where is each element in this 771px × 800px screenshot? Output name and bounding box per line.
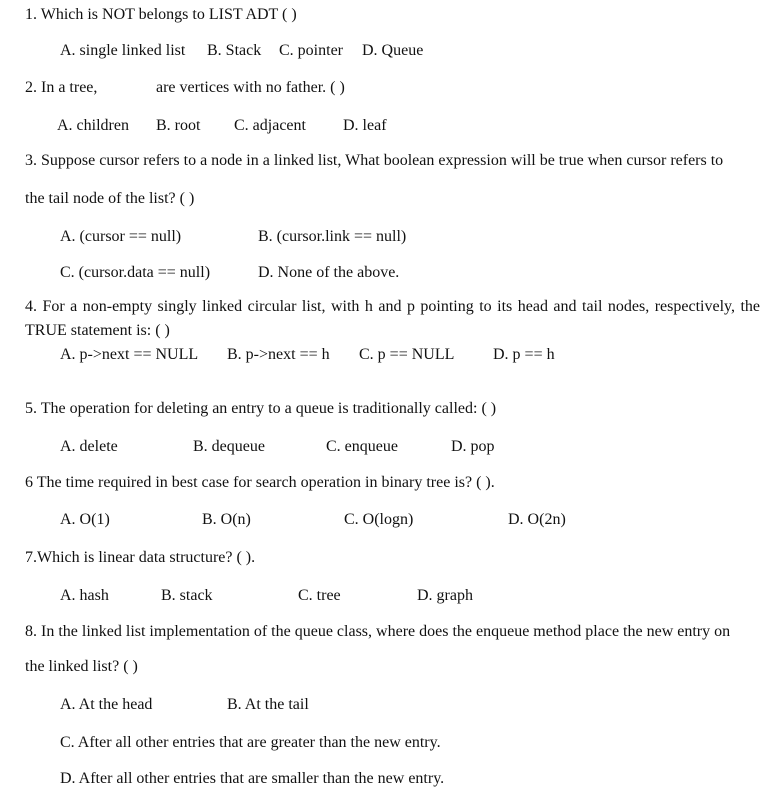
question-4-stem: 4. For a non-empty singly linked circular list, with h and p pointing to its head and tail nodes, respectively, the TRUE statement is: ( ) <box>25 298 760 339</box>
question-7-option-d: D. graph <box>417 587 473 604</box>
question-5-option-c: C. enqueue <box>326 438 398 455</box>
question-2-stem-start: 2. In a tree, <box>25 79 98 96</box>
question-1-option-b: B. Stack <box>207 42 262 59</box>
question-3-stem-line1: 3. Suppose cursor refers to a node in a linked list, What boolean expression will be true when cursor refers to <box>25 152 724 169</box>
question-8-option-c: C. After all other entries that are greater than the new entry. <box>60 734 441 751</box>
question-6-option-d: D. O(2n) <box>508 511 566 528</box>
question-8-stem-line1: 8. In the linked list implementation of the queue class, where does the enqueue method place the new entry on <box>25 623 731 640</box>
question-6-option-a: A. O(1) <box>60 511 110 528</box>
question-8-option-b: B. At the tail <box>227 696 309 713</box>
question-4-option-b: B. p->next == h <box>227 346 330 363</box>
question-6-stem: 6 The time required in best case for search operation in binary tree is? ( ). <box>25 474 495 491</box>
question-7-stem: 7.Which is linear data structure? ( ). <box>25 549 256 566</box>
question-2-option-a: A. children <box>57 117 129 134</box>
question-3-option-d: D. None of the above. <box>258 264 400 281</box>
question-2-option-d: D. leaf <box>343 117 387 134</box>
question-8-option-a: A. At the head <box>60 696 153 713</box>
question-5-option-b: B. dequeue <box>193 438 265 455</box>
question-4-option-a: A. p->next == NULL <box>60 346 199 363</box>
question-2-option-c: C. adjacent <box>234 117 306 134</box>
question-1-option-d: D. Queue <box>362 42 424 59</box>
question-5-option-a: A. delete <box>60 438 118 455</box>
question-4-option-d: D. p == h <box>493 346 555 363</box>
question-4-option-c: C. p == NULL <box>359 346 455 363</box>
question-5-stem: 5. The operation for deleting an entry to a queue is traditionally called: ( ) <box>25 400 497 417</box>
question-8-stem-line2: the linked list? ( ) <box>25 658 138 675</box>
question-5-option-d: D. pop <box>451 438 495 455</box>
question-3-option-b: B. (cursor.link == null) <box>258 228 407 245</box>
question-7-option-a: A. hash <box>60 587 109 604</box>
question-2-option-b: B. root <box>156 117 201 134</box>
question-3-stem-line2: the tail node of the list? ( ) <box>25 190 195 207</box>
question-3-option-a: A. (cursor == null) <box>60 228 182 245</box>
question-8-option-d: D. After all other entries that are smaller than the new entry. <box>60 770 445 787</box>
question-6-option-b: B. O(n) <box>202 511 251 528</box>
question-1-stem: 1. Which is NOT belongs to LIST ADT ( ) <box>25 6 297 23</box>
question-1-option-c: C. pointer <box>279 42 343 59</box>
question-3-option-c: C. (cursor.data == null) <box>60 264 211 281</box>
question-7-option-c: C. tree <box>298 587 341 604</box>
question-2-stem-end: are vertices with no father. ( ) <box>156 79 345 96</box>
question-1-option-a: A. single linked list <box>60 42 186 59</box>
question-6-option-c: C. O(logn) <box>344 511 414 528</box>
question-7-option-b: B. stack <box>161 587 213 604</box>
